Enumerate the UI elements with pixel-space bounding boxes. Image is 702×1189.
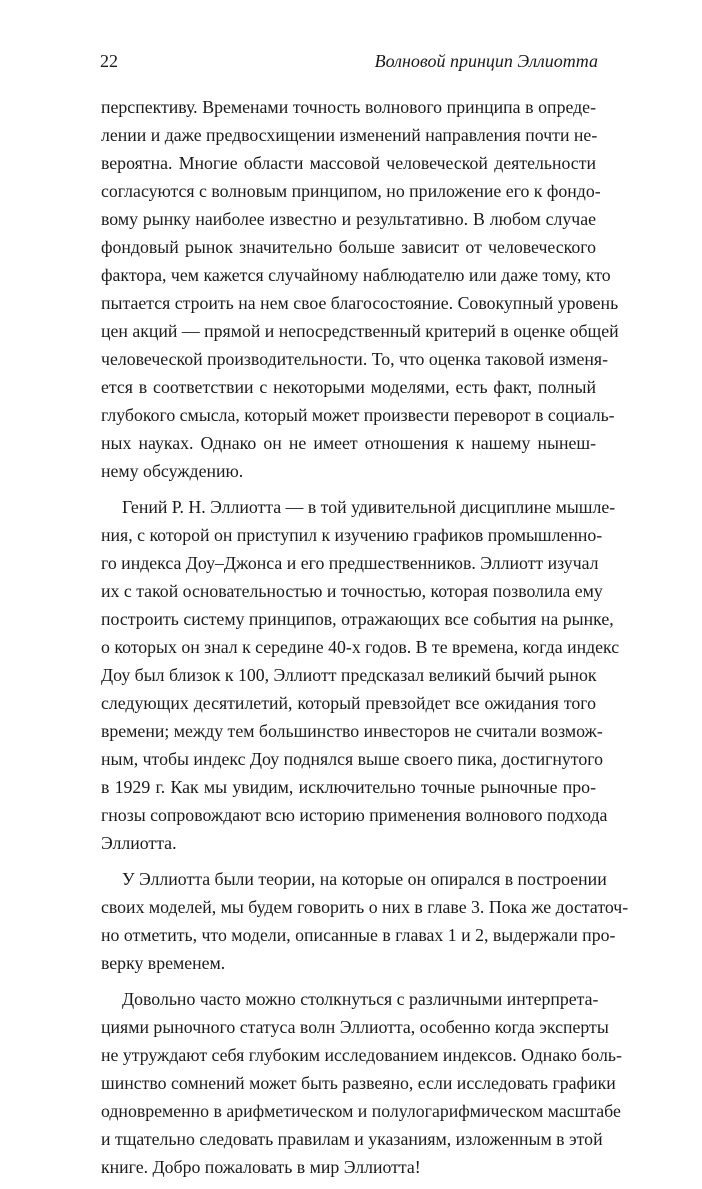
text-line: книге. Добро пожаловать в мир Эллиотта!	[101, 1157, 421, 1177]
text-line: верку временем.	[101, 953, 226, 973]
text-line: вероятна. Многие области массовой человеческой деятельности	[101, 153, 596, 173]
text-line: построить систему принципов, отражающих все события на рынке,	[101, 609, 614, 629]
text-line: ным, чтобы индекс Доу поднялся выше своего пика, достигнутого	[101, 749, 603, 769]
text-line: вому рынку наиболее известно и результативно. В любом случае	[101, 209, 596, 229]
text-line: не утруждают себя глубоким исследованием индексов. Однако боль-	[101, 1045, 622, 1065]
text-line: человеческой производительности. То, что оценка таковой изменя-	[101, 349, 609, 369]
text-line: лении и даже предвосхищении изменений направления почти не-	[101, 125, 598, 145]
text-line: фактора, чем кажется случайному наблюдателю или даже тому, кто	[101, 265, 611, 285]
text-line: но отметить, что модели, описанные в главах 1 и 2, выдержали про-	[101, 925, 616, 945]
paragraph	[101, 93, 619, 485]
text-line: пытается строить на нем свое благосостояние. Совокупный уровень	[101, 293, 619, 313]
text-line: глубокого смысла, который может произвести переворот в социаль-	[101, 405, 615, 425]
paragraph	[101, 985, 622, 1181]
page-number: 22	[100, 51, 118, 71]
text-line: ния, с которой он приступил к изучению графиков промышленно-	[101, 525, 603, 545]
text-line: гнозы сопровождают всю историю применения волнового подхода	[101, 805, 608, 825]
text-line: Довольно часто можно столкнуться с различными интерпрета-	[122, 989, 599, 1009]
paragraph	[101, 493, 620, 857]
text-line: согласуются с волновым принципом, но приложение его к фондо-	[101, 181, 601, 201]
text-line: шинство сомнений может быть развеяно, если исследовать графики	[101, 1073, 616, 1093]
text-line: цен акций — прямой и непосредственный критерий в оценке общей	[101, 321, 619, 341]
text-line: го индекса Доу–Джонса и его предшественников. Эллиотт изучал	[101, 553, 599, 573]
text-line: следующих десятилетий, который превзойдет все ожидания того	[101, 693, 596, 713]
text-line: времени; между тем большинство инвесторов не считали возмож-	[101, 721, 603, 741]
text-line: перспективу. Временами точность волнового принципа в опреде-	[101, 97, 596, 117]
paragraph	[101, 865, 629, 977]
text-line: о которых он знал к середине 40-х годов. В те времена, когда индекс	[101, 637, 620, 657]
text-line: и тщательно следовать правилам и указаниям, изложенным в этой	[101, 1129, 603, 1149]
text-line: ных науках. Однако он не имеет отношения к нашему нынеш-	[101, 433, 596, 453]
text-line: своих моделей, мы будем говорить о них в главе 3. Пока же достаточ-	[101, 897, 629, 917]
text-line: циями рыночного статуса волн Эллиотта, особенно когда эксперты	[101, 1017, 609, 1037]
text-line: в 1929 г. Как мы увидим, исключительно точные рыночные про-	[101, 777, 596, 797]
text-line: нему обсуждению.	[101, 461, 244, 481]
text-line: их с такой основательностью и точностью, которая позволила ему	[101, 581, 603, 601]
text-line: Эллиотта.	[101, 833, 177, 853]
running-head: Волновой принцип Эллиотта	[374, 51, 598, 71]
text-line: Доу был близок к 100, Эллиотт предсказал великий бычий рынок	[101, 665, 597, 685]
text-line: У Эллиотта были теории, на которые он опирался в построении	[122, 869, 607, 889]
text-line: Гений Р. Н. Эллиотта — в той удивительной дисциплине мышле-	[122, 497, 616, 517]
text-line: ется в соответствии с некоторыми моделями, есть факт, полный	[101, 377, 596, 397]
text-line: одновременно в арифметическом и полулогарифмическом масштабе	[101, 1101, 621, 1121]
text-line: фондовый рынок значительно больше зависит от человеческого	[101, 237, 596, 257]
body-text	[101, 93, 629, 1189]
